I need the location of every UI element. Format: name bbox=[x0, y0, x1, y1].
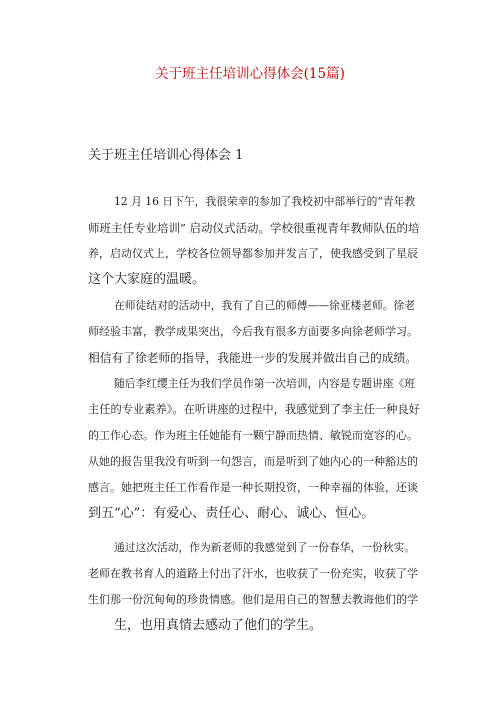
text-line: 的工作心态。作为班主任她能有一颗宁静而热情、敏锐而宽容的心。 bbox=[88, 429, 418, 442]
section-heading: 关于班主任培训心得体会 1 bbox=[88, 148, 244, 163]
text-line: 老师在教书育人的道路上付出了汗水，也收获了一份充实，收获了学 bbox=[88, 567, 418, 580]
text-line: 这个大家庭的温暖。 bbox=[88, 272, 206, 287]
document-title: 关于班主任培训心得体会(15篇) bbox=[155, 66, 345, 82]
text-line: 主任的专业素养》。在听讲座的过程中，我感觉到了李主任一种良好 bbox=[88, 403, 420, 416]
text-line: 养，启动仪式上，学校各位领导都参加并发言了，使我感受到了星辰 bbox=[88, 247, 418, 260]
text-line: 生，也用真情去感动了他们的学生。 bbox=[114, 618, 323, 633]
text-line: 到五“心”：有爱心、责任心、耐心、诚心、恒心。 bbox=[88, 506, 375, 521]
text-line: 师经验丰富，教学成果突出，今后我有很多方面要多向徐老师学习。 bbox=[88, 325, 418, 338]
text-line: 在师徒结对的活动中，我有了自己的师傅——徐亚楼老师。徐老 bbox=[114, 299, 416, 312]
text-line: 感言。她把班主任工作看作是一种长期投资，一种幸福的体验，还谈 bbox=[88, 481, 418, 494]
text-line: 12 月 16 日下午，我很荣幸的参加了我校初中部举行的“青年教 bbox=[114, 195, 416, 208]
text-line: 生们那一份沉甸甸的珍贵情感。他们是用自己的智慧去教诲他们的学 bbox=[88, 593, 418, 606]
text-line: 师班主任专业培训” 启动仪式活动。学校很重视青年教师队伍的培 bbox=[88, 221, 420, 235]
text-line: 通过这次活动，作为新老师的我感觉到了一份春华，一份秋实。 bbox=[114, 541, 416, 554]
text-line: 相信有了徐老师的指导，我能进一步的发展并做出自己的成绩。 bbox=[88, 351, 417, 365]
text-line: 随后李红缨主任为我们学员作第一次培训，内容是专题讲座《班 bbox=[114, 377, 416, 390]
text-line: 从她的报告里我没有听到一句怨言，而是听到了她内心的一种豁达的 bbox=[88, 455, 418, 468]
